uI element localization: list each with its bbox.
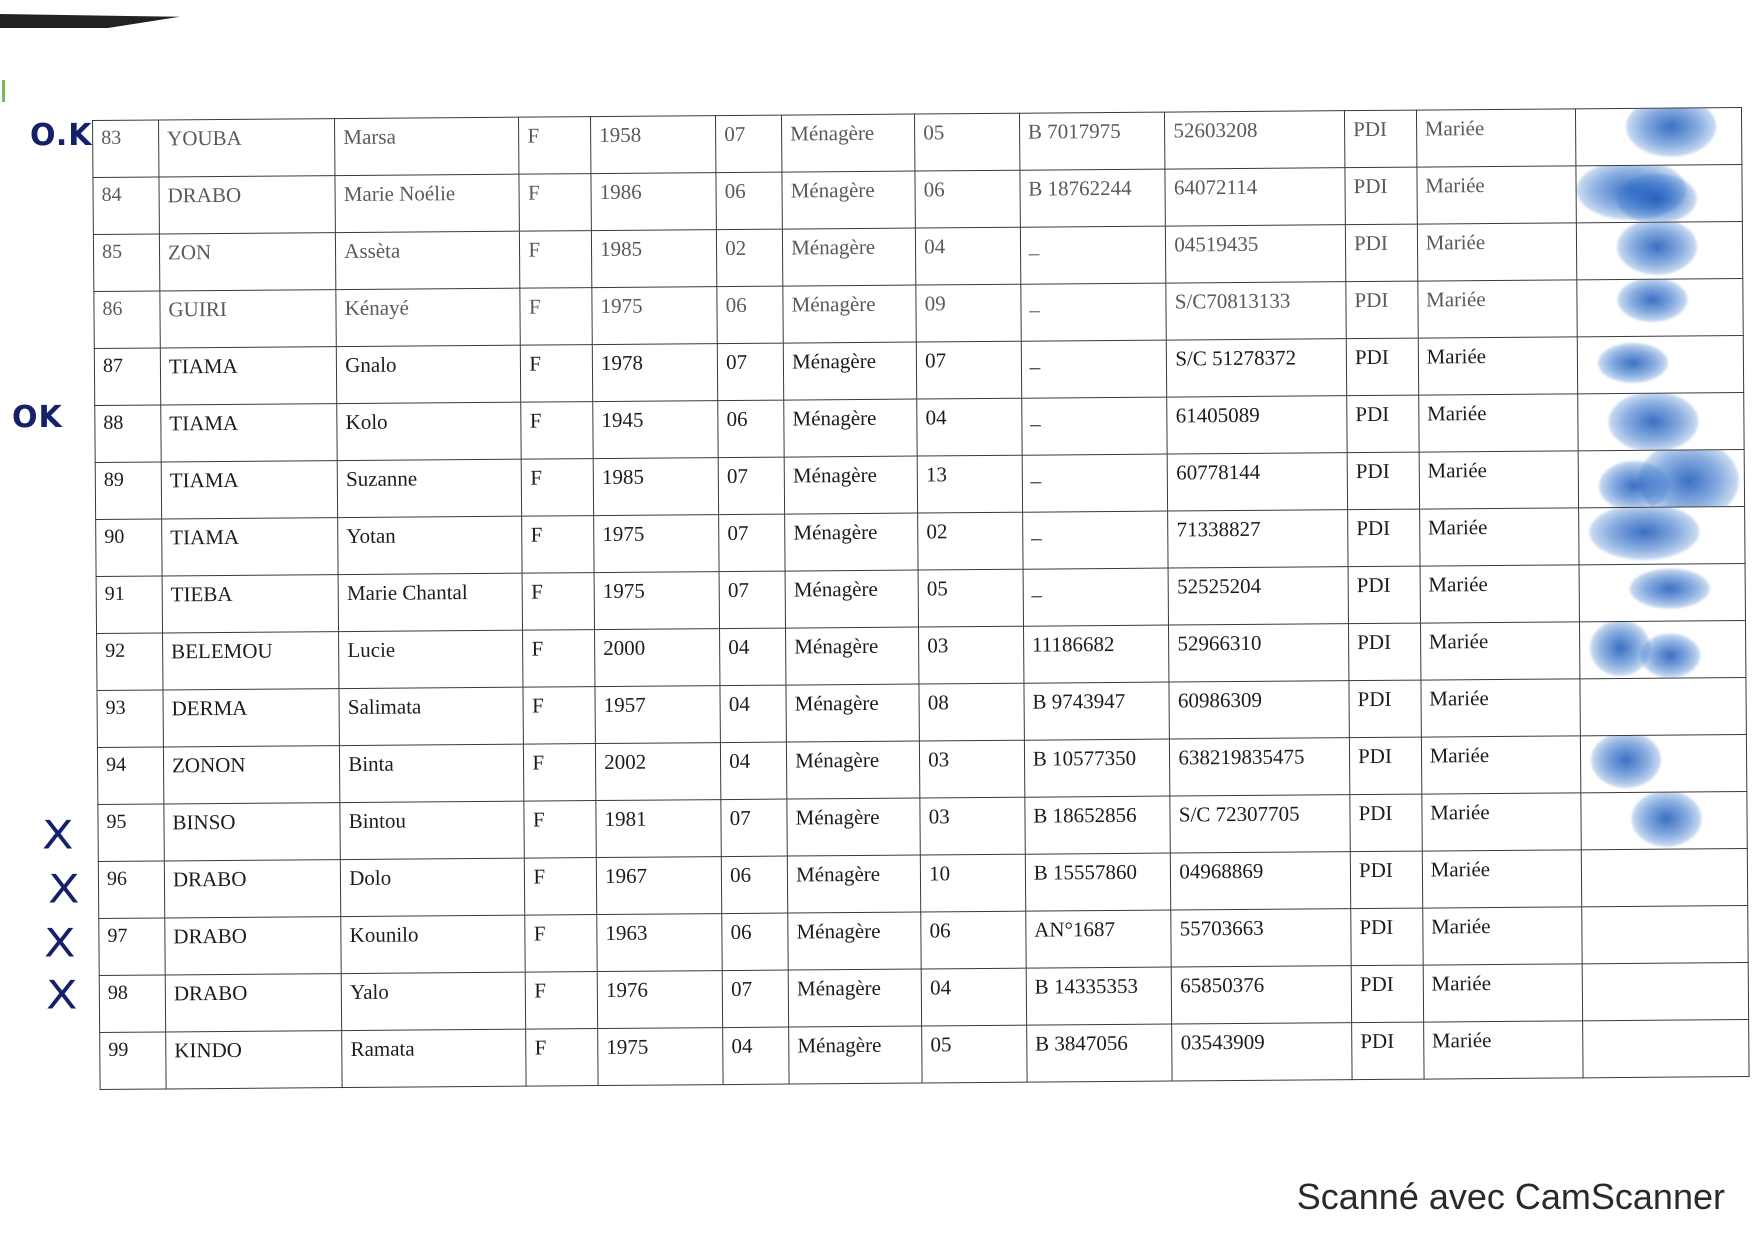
household-size-cell: 03 bbox=[920, 797, 1025, 855]
profession-cell: Ménagère bbox=[789, 1026, 922, 1084]
sex-cell: F bbox=[521, 402, 593, 460]
handwritten-ok-annotation: O.K bbox=[30, 118, 93, 153]
table-row bbox=[100, 1020, 1749, 1090]
marital-status-cell: Mariée bbox=[1423, 1021, 1583, 1079]
handwritten-ok-annotation-2: OK bbox=[12, 400, 63, 435]
household-size-cell: 05 bbox=[918, 569, 1023, 627]
surname-cell: TIAMA bbox=[162, 518, 339, 576]
code-cell: 07 bbox=[717, 343, 783, 401]
birth-year-cell: 1963 bbox=[597, 914, 723, 972]
fingerprint-mark bbox=[1589, 507, 1699, 561]
fingerprint-mark bbox=[1591, 735, 1661, 789]
household-size-cell: 04 bbox=[917, 398, 1022, 456]
household-size-cell: 05 bbox=[922, 1025, 1027, 1083]
surname-cell: ZONON bbox=[163, 746, 340, 804]
birth-year-cell: 1975 bbox=[592, 287, 718, 345]
surname-cell: TIAMA bbox=[161, 404, 338, 462]
fingerprint-mark bbox=[1576, 165, 1686, 221]
birth-year-cell: 1957 bbox=[595, 686, 721, 744]
id-number-cell: _ bbox=[1022, 511, 1168, 569]
scan-edge-mark bbox=[0, 14, 180, 28]
profession-cell: Ménagère bbox=[784, 399, 917, 457]
code-cell: 02 bbox=[717, 229, 783, 287]
fingerprint-cell bbox=[1580, 735, 1747, 793]
first-name-cell: Kounilo bbox=[341, 915, 526, 973]
fingerprint-mark bbox=[1638, 450, 1739, 508]
surname-cell: GUIRI bbox=[160, 290, 337, 348]
household-size-cell: 03 bbox=[919, 626, 1024, 684]
code-cell: 06 bbox=[716, 172, 782, 230]
sex-cell: F bbox=[526, 1029, 598, 1087]
phone-cell: 55703663 bbox=[1171, 909, 1351, 967]
profession-cell: Ménagère bbox=[786, 627, 919, 685]
phone-cell: 61405089 bbox=[1167, 396, 1347, 454]
surname-cell: KINDO bbox=[166, 1031, 343, 1089]
marital-status-cell: Mariée bbox=[1423, 964, 1583, 1022]
marital-status-cell: Mariée bbox=[1417, 280, 1577, 338]
profession-cell: Ménagère bbox=[783, 228, 916, 286]
phone-cell: 71338827 bbox=[1168, 510, 1348, 568]
phone-cell: 52525204 bbox=[1168, 567, 1348, 625]
marital-status-cell: Mariée bbox=[1418, 394, 1578, 452]
marital-status-cell: Mariée bbox=[1419, 451, 1579, 509]
fingerprint-mark bbox=[1626, 108, 1716, 157]
id-number-cell: _ bbox=[1021, 340, 1167, 398]
sex-cell: F bbox=[525, 915, 597, 973]
fingerprint-cell bbox=[1576, 165, 1743, 223]
row-number-cell: 92 bbox=[97, 633, 163, 691]
register-table-wrapper bbox=[92, 107, 1750, 1090]
sex-cell: F bbox=[519, 117, 591, 175]
code-cell: 06 bbox=[718, 400, 784, 458]
fingerprint-cell bbox=[1579, 564, 1746, 622]
marital-status-cell: Mariée bbox=[1420, 565, 1580, 623]
status-cell: PDI bbox=[1346, 281, 1418, 339]
profession-cell: Ménagère bbox=[782, 171, 915, 229]
status-cell: PDI bbox=[1349, 680, 1421, 738]
marital-status-cell: Mariée bbox=[1419, 508, 1579, 566]
fingerprint-mark bbox=[1617, 222, 1697, 275]
marital-status-cell: Mariée bbox=[1421, 679, 1581, 737]
phone-cell: 65850376 bbox=[1172, 966, 1352, 1024]
profession-cell: Ménagère bbox=[787, 855, 920, 913]
birth-year-cell: 1975 bbox=[594, 572, 720, 630]
status-cell: PDI bbox=[1348, 566, 1420, 624]
id-number-cell: _ bbox=[1022, 454, 1168, 512]
birth-year-cell: 2000 bbox=[595, 629, 721, 687]
fingerprint-cell bbox=[1578, 450, 1745, 508]
sex-cell: F bbox=[523, 630, 595, 688]
row-number-cell: 88 bbox=[95, 405, 161, 463]
household-size-cell: 04 bbox=[921, 968, 1026, 1026]
household-size-cell: 02 bbox=[918, 512, 1023, 570]
household-size-cell: 06 bbox=[915, 170, 1020, 228]
id-number-cell: _ bbox=[1020, 226, 1166, 284]
status-cell: PDI bbox=[1347, 395, 1419, 453]
profession-cell: Ménagère bbox=[787, 798, 920, 856]
handwritten-cross-mark: X bbox=[42, 812, 74, 858]
phone-cell: 03543909 bbox=[1172, 1023, 1352, 1081]
birth-year-cell: 1986 bbox=[591, 173, 717, 231]
fingerprint-mark bbox=[1629, 568, 1709, 609]
phone-cell: 64072114 bbox=[1165, 168, 1345, 226]
surname-cell: BINSO bbox=[164, 803, 341, 861]
fingerprint-mark bbox=[1608, 393, 1698, 451]
household-size-cell: 03 bbox=[920, 740, 1025, 798]
row-number-cell: 91 bbox=[96, 576, 162, 634]
sex-cell: F bbox=[525, 858, 597, 916]
marital-status-cell: Mariée bbox=[1420, 622, 1580, 680]
code-cell: 07 bbox=[718, 457, 784, 515]
first-name-cell: Yalo bbox=[341, 972, 526, 1030]
surname-cell: DRABO bbox=[165, 974, 342, 1032]
first-name-cell: Suzanne bbox=[337, 459, 522, 517]
row-number-cell: 85 bbox=[93, 234, 159, 292]
code-cell: 07 bbox=[716, 115, 782, 173]
status-cell: PDI bbox=[1349, 737, 1421, 795]
household-size-cell: 09 bbox=[916, 284, 1021, 342]
id-number-cell: B 10577350 bbox=[1024, 739, 1170, 797]
first-name-cell: Marie Noélie bbox=[335, 174, 520, 232]
status-cell: PDI bbox=[1352, 1022, 1424, 1080]
profession-cell: Ménagère bbox=[784, 456, 917, 514]
sex-cell: F bbox=[523, 573, 595, 631]
profession-cell: Ménagère bbox=[782, 114, 915, 172]
phone-cell: 60778144 bbox=[1168, 453, 1348, 511]
sex-cell: F bbox=[520, 288, 592, 346]
fingerprint-mark bbox=[1631, 792, 1701, 847]
marital-status-cell: Mariée bbox=[1422, 793, 1582, 851]
profession-cell: Ménagère bbox=[785, 570, 918, 628]
profession-cell: Ménagère bbox=[787, 741, 920, 799]
marital-status-cell: Mariée bbox=[1422, 850, 1582, 908]
row-number-cell: 94 bbox=[97, 747, 163, 805]
row-number-cell: 93 bbox=[97, 690, 163, 748]
birth-year-cell: 1985 bbox=[591, 230, 717, 288]
fingerprint-mark bbox=[1616, 173, 1696, 222]
fingerprint-cell bbox=[1577, 279, 1744, 337]
handwritten-cross-mark: X bbox=[46, 972, 78, 1018]
status-cell: PDI bbox=[1351, 965, 1423, 1023]
household-size-cell: 08 bbox=[919, 683, 1024, 741]
fingerprint-cell bbox=[1582, 963, 1749, 1021]
phone-cell: S/C70813133 bbox=[1166, 282, 1346, 340]
phone-cell: 60986309 bbox=[1169, 681, 1349, 739]
fingerprint-cell bbox=[1576, 222, 1743, 280]
id-number-cell: _ bbox=[1022, 397, 1168, 455]
first-name-cell: Gnalo bbox=[337, 345, 522, 403]
birth-year-cell: 1945 bbox=[593, 401, 719, 459]
margin-mark bbox=[2, 80, 5, 102]
code-cell: 04 bbox=[720, 628, 786, 686]
fingerprint-cell bbox=[1578, 393, 1745, 451]
phone-cell: 52966310 bbox=[1169, 624, 1349, 682]
code-cell: 07 bbox=[722, 970, 788, 1028]
status-cell: PDI bbox=[1344, 110, 1416, 168]
profession-cell: Ménagère bbox=[788, 912, 921, 970]
first-name-cell: Kolo bbox=[337, 402, 522, 460]
first-name-cell: Yotan bbox=[338, 516, 523, 574]
row-number-cell: 98 bbox=[99, 975, 165, 1033]
birth-year-cell: 1975 bbox=[598, 1028, 724, 1086]
first-name-cell: Salimata bbox=[339, 687, 524, 745]
household-size-cell: 07 bbox=[916, 341, 1021, 399]
code-cell: 07 bbox=[719, 571, 785, 629]
fingerprint-cell bbox=[1581, 849, 1748, 907]
first-name-cell: Assèta bbox=[336, 231, 521, 289]
fingerprint-cell bbox=[1578, 507, 1745, 565]
status-cell: PDI bbox=[1350, 794, 1422, 852]
birth-year-cell: 1976 bbox=[597, 971, 723, 1029]
phone-cell: S/C 51278372 bbox=[1167, 339, 1347, 397]
sex-cell: F bbox=[524, 744, 596, 802]
register-table bbox=[92, 107, 1750, 1090]
id-number-cell: B 3847056 bbox=[1026, 1024, 1172, 1082]
register-rows bbox=[93, 108, 1750, 1090]
surname-cell: DRABO bbox=[159, 176, 336, 234]
code-cell: 04 bbox=[721, 742, 787, 800]
first-name-cell: Binta bbox=[340, 744, 525, 802]
marital-status-cell: Mariée bbox=[1417, 223, 1577, 281]
first-name-cell: Lucie bbox=[339, 630, 524, 688]
code-cell: 06 bbox=[722, 913, 788, 971]
fingerprint-cell bbox=[1579, 621, 1746, 679]
id-number-cell: B 18762244 bbox=[1020, 169, 1166, 227]
profession-cell: Ménagère bbox=[788, 969, 921, 1027]
marital-status-cell: Mariée bbox=[1418, 337, 1578, 395]
row-number-cell: 87 bbox=[94, 348, 160, 406]
phone-cell: 638219835475 bbox=[1170, 738, 1350, 796]
surname-cell: ZON bbox=[159, 233, 336, 291]
sex-cell: F bbox=[522, 516, 594, 574]
sex-cell: F bbox=[520, 231, 592, 289]
fingerprint-cell bbox=[1575, 108, 1742, 166]
profession-cell: Ménagère bbox=[783, 285, 916, 343]
profession-cell: Ménagère bbox=[785, 513, 918, 571]
code-cell: 07 bbox=[721, 799, 787, 857]
fingerprint-mark bbox=[1599, 461, 1669, 508]
row-number-cell: 90 bbox=[96, 519, 162, 577]
fingerprint-cell bbox=[1581, 792, 1748, 850]
row-number-cell: 97 bbox=[99, 918, 165, 976]
id-number-cell: _ bbox=[1023, 568, 1169, 626]
phone-cell: 52603208 bbox=[1165, 111, 1345, 169]
id-number-cell: B 14335353 bbox=[1026, 967, 1172, 1025]
birth-year-cell: 1978 bbox=[592, 344, 718, 402]
surname-cell: TIEBA bbox=[162, 575, 339, 633]
id-number-cell: B 7017975 bbox=[1019, 112, 1165, 170]
profession-cell: Ménagère bbox=[786, 684, 919, 742]
birth-year-cell: 1985 bbox=[593, 458, 719, 516]
sex-cell: F bbox=[521, 345, 593, 403]
status-cell: PDI bbox=[1346, 338, 1418, 396]
first-name-cell: Dolo bbox=[341, 858, 526, 916]
camscanner-watermark: Scanné avec CamScanner bbox=[1296, 1176, 1725, 1217]
status-cell: PDI bbox=[1349, 623, 1421, 681]
phone-cell: 04519435 bbox=[1166, 225, 1346, 283]
status-cell: PDI bbox=[1350, 851, 1422, 909]
code-cell: 04 bbox=[723, 1027, 789, 1085]
first-name-cell: Marie Chantal bbox=[338, 573, 523, 631]
first-name-cell: Bintou bbox=[340, 801, 525, 859]
surname-cell: BELEMOU bbox=[162, 632, 339, 690]
marital-status-cell: Mariée bbox=[1416, 109, 1576, 167]
phone-cell: 04968869 bbox=[1171, 852, 1351, 910]
status-cell: PDI bbox=[1351, 908, 1423, 966]
status-cell: PDI bbox=[1345, 224, 1417, 282]
household-size-cell: 06 bbox=[921, 911, 1026, 969]
status-cell: PDI bbox=[1347, 452, 1419, 510]
sex-cell: F bbox=[524, 801, 596, 859]
row-number-cell: 99 bbox=[100, 1032, 166, 1090]
fingerprint-mark bbox=[1640, 633, 1700, 677]
row-number-cell: 83 bbox=[93, 120, 159, 178]
marital-status-cell: Mariée bbox=[1417, 166, 1577, 224]
fingerprint-cell bbox=[1580, 678, 1747, 736]
status-cell: PDI bbox=[1345, 167, 1417, 225]
surname-cell: YOUBA bbox=[158, 119, 335, 177]
id-number-cell: 11186682 bbox=[1023, 625, 1169, 683]
fingerprint-cell bbox=[1577, 336, 1744, 394]
fingerprint-mark bbox=[1590, 621, 1650, 677]
id-number-cell: AN°1687 bbox=[1026, 910, 1172, 968]
sex-cell: F bbox=[522, 459, 594, 517]
handwritten-cross-mark: X bbox=[44, 920, 76, 966]
surname-cell: DERMA bbox=[163, 689, 340, 747]
marital-status-cell: Mariée bbox=[1422, 907, 1582, 965]
id-number-cell: B 18652856 bbox=[1025, 796, 1171, 854]
first-name-cell: Marsa bbox=[335, 117, 520, 175]
code-cell: 06 bbox=[717, 286, 783, 344]
first-name-cell: Kénayé bbox=[336, 288, 521, 346]
fingerprint-mark bbox=[1598, 343, 1668, 384]
row-number-cell: 96 bbox=[98, 861, 164, 919]
household-size-cell: 05 bbox=[915, 113, 1020, 171]
row-number-cell: 84 bbox=[93, 177, 159, 235]
row-number-cell: 86 bbox=[94, 291, 160, 349]
id-number-cell: _ bbox=[1021, 283, 1167, 341]
row-number-cell: 89 bbox=[95, 462, 161, 520]
birth-year-cell: 1958 bbox=[591, 116, 717, 174]
sex-cell: F bbox=[526, 972, 598, 1030]
profession-cell: Ménagère bbox=[783, 342, 916, 400]
status-cell: PDI bbox=[1348, 509, 1420, 567]
birth-year-cell: 1967 bbox=[596, 857, 722, 915]
surname-cell: TIAMA bbox=[161, 461, 338, 519]
row-number-cell: 95 bbox=[98, 804, 164, 862]
sex-cell: F bbox=[519, 174, 591, 232]
birth-year-cell: 1975 bbox=[594, 515, 720, 573]
birth-year-cell: 2002 bbox=[595, 743, 721, 801]
id-number-cell: B 15557860 bbox=[1025, 853, 1171, 911]
household-size-cell: 04 bbox=[916, 227, 1021, 285]
id-number-cell: B 9743947 bbox=[1024, 682, 1170, 740]
surname-cell: DRABO bbox=[164, 860, 341, 918]
birth-year-cell: 1981 bbox=[596, 800, 722, 858]
code-cell: 06 bbox=[721, 856, 787, 914]
surname-cell: DRABO bbox=[165, 917, 342, 975]
first-name-cell: Ramata bbox=[342, 1029, 527, 1087]
phone-cell: S/C 72307705 bbox=[1170, 795, 1350, 853]
code-cell: 04 bbox=[720, 685, 786, 743]
handwritten-cross-mark: X bbox=[48, 866, 80, 912]
marital-status-cell: Mariée bbox=[1421, 736, 1581, 794]
fingerprint-cell bbox=[1582, 906, 1749, 964]
sex-cell: F bbox=[523, 687, 595, 745]
code-cell: 07 bbox=[719, 514, 785, 572]
surname-cell: TIAMA bbox=[160, 347, 337, 405]
fingerprint-mark bbox=[1617, 279, 1687, 322]
fingerprint-cell bbox=[1582, 1020, 1749, 1078]
household-size-cell: 10 bbox=[920, 854, 1025, 912]
household-size-cell: 13 bbox=[917, 455, 1022, 513]
